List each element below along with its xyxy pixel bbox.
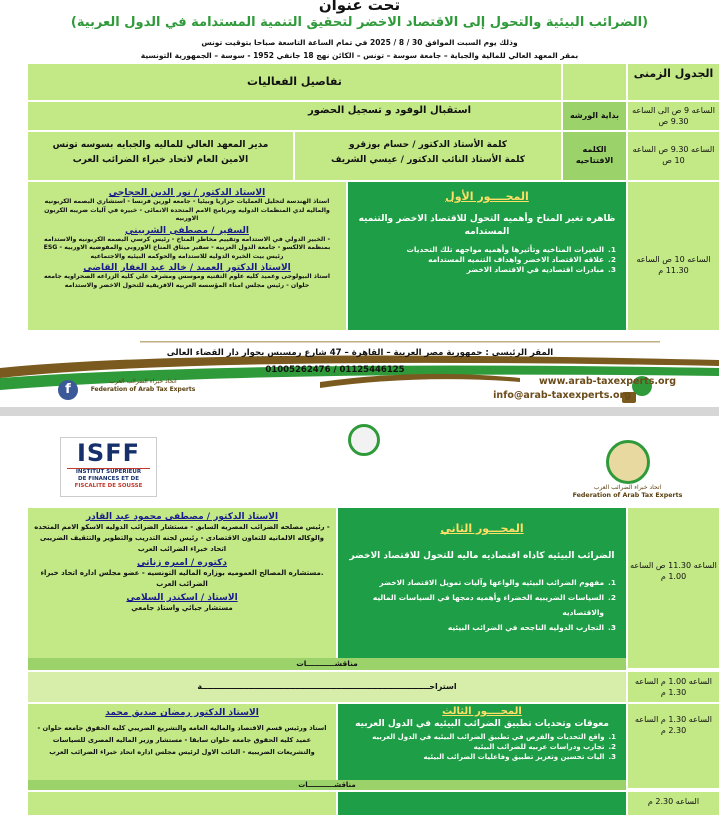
axis2-item: 2. السياسات الضريبيه الخضراء وأهميه دمجها في السياسات الماليه والاقتصاديه [372,593,616,617]
speaker-name: دكتوره / اميره زناتي [136,558,228,568]
speaker-desc: .مستشاره المصالح العموميه بوزاره الماليه التونسيه - عضو مجلس اداره اتحاد خبراء الضرائب العرب [40,569,324,588]
keynote-speaker-2: كلمة الأستاذ النائب الدكتور / عيسي الشريف [330,155,526,165]
axis3-item: 3. اليات تحسين وتعزيز تطبيق وفاعليات الضرائب البيئيه [423,753,616,761]
event-date-line: وذلك يوم السبت الموافق 30 / 8 / 2025 في تمام الساعة التاسعة صباحا بتوقيت تونس [201,38,518,47]
last-panel [338,792,626,815]
axis2-title: المحـــور الثاني [440,522,524,535]
speaker-name: الاستاذ الدكتور رمضان صديق محمد [105,708,259,718]
keynote-left [28,132,293,180]
axis3-subtitle: معوقات وتحديات تطبيق الضرائب البيئيه في الدول العربيه [355,719,609,729]
opening-text: استقبال الوفود و تسجيل الحضور [28,102,561,130]
facebook-icon[interactable]: f [58,380,78,400]
isff-logo: ISFF INSTITUT SUPERIEUR DE FINANCES ET DE FISCALITE DE SOUSSE [60,437,157,497]
axis3-title: المحــــور الثالث [442,706,522,717]
event-subtitle: (الضرائب البيئية والتحول إلى الاقتصاد الاخضر لتحقيق التنمية المستدامة في الدول العربية) [70,15,649,30]
axis1-item: 2. علاقه الاقتصاد الاخضر واهداف التنميه المستدامه [428,255,616,264]
opening-time: الساعه 9 ص الى الساعه 9.30 ص [628,102,719,130]
speaker-name: الاستاذ / اسكندر السلامي [126,593,238,603]
footer-website-link[interactable]: www.arab-taxexperts.org [539,376,676,387]
axis2-speakers [28,508,336,658]
speaker-desc: استاذ ورئيس قسم الاقتصاد والماليه العامه والتشريع الضريبي كليه الحقوق جامعه حلوان - عميد كليه الحقوق جامعه حلوان سابقا - مستشار وزير الماليه المصرى للسياسات والتشريعات الضريبيه - النائب الاول لرئيس مجلس اداره اتحاد خبراء الضرائب العرب [37,724,327,756]
keynote-speaker-1: كلمة الأستاذ الدكتور / حسام بوزقرو [349,140,507,150]
footer-org-logo: اتحاد خبراء الضرائب العرب Federation of Arab Tax Experts [90,378,196,393]
axis1-subtitle: ظاهره تغير المناخ وأهميه التحول للاقتصاد الاخضر والتنميه المستدامه [358,214,616,237]
axis2-discussion: مناقشـــــــــــات [28,658,626,670]
axis3-discussion: مناقشـــــــــــات [28,780,626,790]
speaker-desc: - رئيس مصلحه الضرائب المصريه السابق - مستشار الضرائب الدوليه الاسكو الامم المتحده والوكاله الالمانيه للتعاون الاقتصادى - رئيس لجنه التدريب والتطوير والتثقيف الضريبى اتحاد خبراء الضرائب العرب [34,523,330,553]
details-column-header: تفاصيل الفعاليات [28,64,561,100]
speaker-name: الاستاذ الدكتور العميد / خالد عبد الغفار القاضى [83,263,291,273]
axis3-list [348,732,616,762]
footer-address: المقر الرئيسى : جمهورية مصر العربية – القاهرة – 47 شارع رمسيس بجوار دار القضاء العالى [166,348,554,358]
last-speakers [28,792,336,815]
axis2-time: الساعه 11.30 ص الساعه 1.00 م [628,508,719,668]
axis1-panel [348,182,626,330]
speaker-name: الاستاذ الدكتور / مصطفى محمود عبد القادر [85,512,279,522]
axis3-time: الساعه 1.30 م الساعه 2.30 م [628,704,719,788]
fate-seal-icon [606,440,650,484]
break-label: استراحـــــــــــــــــــــــــــــــــــــــــــــــــــــــــــــــــــــــــــــــــــة [28,672,626,702]
axis2-list [348,575,616,635]
axis1-time: الساعه 10 ص الساعه 11.30 م [628,182,719,330]
page-title: تحت عنوان [318,0,401,14]
time-column-header: الجدول الزمنى [628,64,719,100]
axis3-item: 1. واقع التحديات والفرص في تطبيق الضرائب البيئيه في الدول العربيه [372,733,616,741]
label-column-header [563,64,626,100]
keynote-role-2: الامين العام لاتحاد خبراء الضرائب العرب [72,155,249,165]
axis2-item: 3. التجارب الدوليه الناجحه في الضرائب البيئيه [447,623,616,632]
axis3-speakers [28,704,336,780]
break-time: الساعه 1.00 م الساعه 1.30 م [628,672,719,702]
axis1-title: المحــــور الأول [445,190,529,203]
axis1-speakers [28,182,346,330]
speaker-desc: مستشار جبائي واستاذ جامعي [131,604,233,612]
axis1-item: 3. مبادرات اقتصاديه في الاقتصاد الاخضر [466,265,616,274]
axis2-subtitle: الضرائب البيئيه كاداه اقتصاديه ماليه للتحول للاقتصاد الاخضر [349,551,615,561]
axis3-panel [338,704,626,780]
speaker-desc: - الخبير الدولي في الاستدامه وتقييم مخاطر المناخ - رئيس كرسي البصمه الكربونيه والاستدامه بمنظمة الالكسو - جامعة الدول العربيه - سفير ميثاق المناخ الاوروبي والمفوضيه الاوربيه - ESG رئيس بيت الخبره الدوليه للاستدامه والحوكمه البيئيه والاجتماعيه [43,235,331,260]
fate-logo: اتحاد خبراء الضرائب العرب Federation of Arab Tax Experts [565,440,690,502]
keynote-label: الكلمه الافتتاحيه [563,132,626,180]
axis1-item: 1. التغيرات المناخيه وتأثيرها وأهميه مواجهه تلك التحديات [406,245,616,254]
axis1-list [358,245,616,275]
opening-label: بداية الورشه [563,102,626,130]
last-time: الساعه 2.30 م [628,792,719,815]
emblem-icon [348,424,380,456]
footer-phones: 01005262476 / 01125446125 [265,365,405,375]
event-venue-line: بمقر المعهد العالي للمالية والجباية – جامعة سوسة – تونس – الكائن نهج 18 جانفي 1952 - سوسة – الجمهورية التونسية [140,51,579,60]
speaker-name: الاستاذ الدكتور / نور الدين الحجاجي [108,188,266,198]
keynote-time: الساعه 9.30 ص الساعه 10 ص [628,132,719,180]
keynote-role-1: مدير المعهد العالي للماليه والجبايه بسوسه تونس [52,140,269,150]
axis2-item: 1. مفهوم الضرائب البيئيه والواعها وآليات تمويل الاقتصاد الاخضر [379,578,616,587]
axis3-item: 2. تجارب ودراسات عربيه للضرائب البيئيه [473,743,616,751]
page-separator [0,407,719,416]
keynote-right [295,132,561,180]
speaker-desc: استاذ الهندسة لتحليل العمليات حراريا وبيئيا - جامعه لورين فرنسا - استشاري البصمه الكربونيه والماليه لدي المنظمات الدوليه وبرنامج الامم المتحده الانمائى - خبيره في آليات ضريبه الكربون الاوربيه [44,198,330,222]
speaker-name: السفير / مصطفى الشربيني [125,225,249,236]
speaker-desc: استاذ البيولوجى وعميد كليه علوم التقنيه وموسس ومشرف علي كليه الزراعه الصحراويه جامعه حلوان - رئيس مجلس امناء المؤسسه العربيه الافريقيه للتحول الاخضر والاستدامه [43,273,330,289]
axis2-panel [338,508,626,658]
footer-email-link[interactable]: info@arab-taxexperts.org [493,390,631,401]
